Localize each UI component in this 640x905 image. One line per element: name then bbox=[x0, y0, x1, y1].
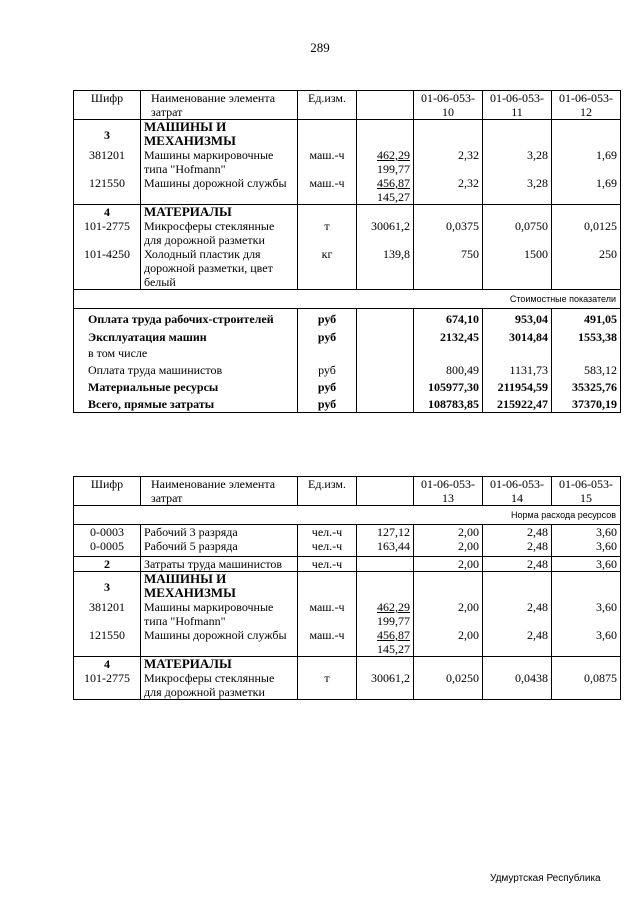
footer-region: Удмуртская Республика bbox=[490, 873, 601, 884]
header-code: Шифр bbox=[74, 477, 141, 506]
cost-row bbox=[74, 326, 621, 344]
row-value-3: 0,0875 bbox=[552, 671, 621, 700]
row-value-1: 0,0250 bbox=[414, 671, 483, 700]
section-code: 4 bbox=[74, 657, 141, 672]
row-value-1: 2,32 bbox=[414, 148, 483, 176]
row-name: Микросферы стеклянные для дорожной разметки bbox=[141, 671, 298, 700]
cost-value-2: 211954,59 bbox=[483, 377, 552, 394]
labor-row bbox=[74, 557, 621, 572]
page-number: 289 bbox=[310, 40, 330, 55]
row-code: 101-4250 bbox=[74, 247, 141, 290]
resource-table-1 bbox=[73, 90, 621, 413]
cost-unit: руб bbox=[298, 309, 357, 327]
row-value-3: 0,0125 bbox=[552, 219, 621, 247]
row-value-2: 3,28 bbox=[483, 148, 552, 176]
row-name: Рабочий 5 разряда bbox=[141, 539, 298, 557]
cost-unit: руб bbox=[298, 377, 357, 394]
cost-value-3: 37370,19 bbox=[552, 394, 621, 413]
table-row bbox=[74, 525, 621, 540]
cost-indicators-row bbox=[74, 290, 621, 309]
cost-indicators-label: Стоимостные показатели bbox=[74, 290, 621, 309]
row-price bbox=[357, 600, 414, 628]
cost-row bbox=[74, 309, 621, 327]
row-value-2: 2,48 bbox=[483, 539, 552, 557]
cost-value-1: 800,49 bbox=[414, 360, 483, 377]
cost-value-2: 215922,47 bbox=[483, 394, 552, 413]
section-title: МАШИНЫ И МЕХАНИЗМЫ bbox=[141, 120, 298, 149]
row-price: 127,12 bbox=[357, 525, 414, 540]
row-unit: чел.-ч bbox=[298, 539, 357, 557]
cost-value-2: 3014,84 bbox=[483, 326, 552, 344]
row-name: Микросферы стеклянные для дорожной разметки bbox=[141, 219, 298, 247]
row-name: Холодный пластик для дорожной разметки, цвет белый bbox=[141, 247, 298, 290]
row-value-1: 2,00 bbox=[414, 539, 483, 557]
cost-name: Материальные ресурсы bbox=[74, 377, 298, 394]
section-title: МАТЕРИАЛЫ bbox=[141, 657, 298, 672]
row-value-2: 0,0438 bbox=[483, 671, 552, 700]
cost-name: Всего, прямые затраты bbox=[74, 394, 298, 413]
section-code: 3 bbox=[74, 120, 141, 149]
row-name: Машины маркировочные типа "Hofmann" bbox=[141, 600, 298, 628]
row-code: 101-2775 bbox=[74, 671, 141, 700]
price-secondary: 145,27 bbox=[377, 642, 410, 656]
table-header bbox=[74, 91, 621, 120]
row-code: 381201 bbox=[74, 600, 141, 628]
norm-row bbox=[74, 506, 621, 525]
cost-name: Оплата труда машинистов bbox=[74, 360, 298, 377]
price-value: 456,87 bbox=[377, 176, 410, 190]
section-row bbox=[74, 120, 621, 149]
row-code: 121550 bbox=[74, 628, 141, 657]
row-value-1: 2,00 bbox=[414, 557, 483, 572]
header-unit: Ед.изм. bbox=[298, 91, 357, 120]
table-row bbox=[74, 176, 621, 205]
price-secondary: 199,77 bbox=[377, 162, 410, 176]
header-col-12: 01-06-053-12 bbox=[552, 91, 621, 120]
row-price bbox=[357, 176, 414, 205]
row-value-3: 3,60 bbox=[552, 525, 621, 540]
row-value-1: 2,00 bbox=[414, 525, 483, 540]
cost-value-3: 1553,38 bbox=[552, 326, 621, 344]
cost-value-3: 491,05 bbox=[552, 309, 621, 327]
row-unit: маш.-ч bbox=[298, 148, 357, 176]
cost-value-2: 1131,73 bbox=[483, 360, 552, 377]
cost-row bbox=[74, 344, 621, 360]
row-price: 163,44 bbox=[357, 539, 414, 557]
cost-value-3: 583,12 bbox=[552, 360, 621, 377]
table-header bbox=[74, 477, 621, 506]
header-col-11: 01-06-053-11 bbox=[483, 91, 552, 120]
cost-name: Эксплуатация машин bbox=[74, 326, 298, 344]
cost-unit: руб bbox=[298, 326, 357, 344]
row-code: 121550 bbox=[74, 176, 141, 205]
cost-value-2: 953,04 bbox=[483, 309, 552, 327]
row-value-2: 2,48 bbox=[483, 628, 552, 657]
row-unit: т bbox=[298, 671, 357, 700]
header-col-10: 01-06-053-10 bbox=[414, 91, 483, 120]
row-name: Машины маркировочные типа "Hofmann" bbox=[141, 148, 298, 176]
row-value-2: 0,0750 bbox=[483, 219, 552, 247]
row-value-1: 2,32 bbox=[414, 176, 483, 205]
header-col-15: 01-06-053-15 bbox=[552, 477, 621, 506]
row-code: 101-2775 bbox=[74, 219, 141, 247]
row-name: Рабочий 3 разряда bbox=[141, 525, 298, 540]
cost-value-3: 35325,76 bbox=[552, 377, 621, 394]
section-title: МАТЕРИАЛЫ bbox=[141, 205, 298, 220]
header-price bbox=[357, 91, 414, 120]
row-value-2: 3,28 bbox=[483, 176, 552, 205]
cost-value-1: 674,10 bbox=[414, 309, 483, 327]
cost-name: в том числе bbox=[74, 344, 298, 360]
price-secondary: 199,77 bbox=[377, 614, 410, 628]
price-value: 462,29 bbox=[377, 148, 410, 162]
resource-table-2 bbox=[73, 476, 621, 700]
row-value-3: 1,69 bbox=[552, 148, 621, 176]
price-value: 462,29 bbox=[377, 600, 410, 614]
cost-row bbox=[74, 377, 621, 394]
table-row bbox=[74, 148, 621, 176]
section-title: МАШИНЫ И МЕХАНИЗМЫ bbox=[141, 572, 298, 601]
header-col-13: 01-06-053-13 bbox=[414, 477, 483, 506]
cost-row bbox=[74, 360, 621, 377]
header-price bbox=[357, 477, 414, 506]
row-price: 30061,2 bbox=[357, 219, 414, 247]
row-name: Затраты труда машинистов bbox=[141, 557, 298, 572]
row-value-3: 3,60 bbox=[552, 539, 621, 557]
section-code: 3 bbox=[74, 572, 141, 601]
row-name: Машины дорожной службы bbox=[141, 176, 298, 205]
cost-value-1: 2132,45 bbox=[414, 326, 483, 344]
table-row bbox=[74, 600, 621, 628]
row-unit: т bbox=[298, 219, 357, 247]
cost-row bbox=[74, 394, 621, 413]
price-value: 456,87 bbox=[377, 628, 410, 642]
row-code: 381201 bbox=[74, 148, 141, 176]
row-value-3: 3,60 bbox=[552, 628, 621, 657]
header-unit: Ед.изм. bbox=[298, 477, 357, 506]
row-unit: чел.-ч bbox=[298, 525, 357, 540]
row-value-2: 1500 bbox=[483, 247, 552, 290]
cost-value-1: 105977,30 bbox=[414, 377, 483, 394]
table-row bbox=[74, 628, 621, 657]
row-unit: кг bbox=[298, 247, 357, 290]
header-col-14: 01-06-053-14 bbox=[483, 477, 552, 506]
row-value-1: 2,00 bbox=[414, 628, 483, 657]
section-row bbox=[74, 572, 621, 601]
row-code: 2 bbox=[74, 557, 141, 572]
cost-name: Оплата труда рабочих-строителей bbox=[74, 309, 298, 327]
row-value-3: 3,60 bbox=[552, 557, 621, 572]
table-row bbox=[74, 247, 621, 290]
section-row bbox=[74, 205, 621, 220]
cost-unit: руб bbox=[298, 360, 357, 377]
row-value-2: 2,48 bbox=[483, 525, 552, 540]
row-name: Машины дорожной службы bbox=[141, 628, 298, 657]
row-price bbox=[357, 628, 414, 657]
row-unit: маш.-ч bbox=[298, 600, 357, 628]
header-code: Шифр bbox=[74, 91, 141, 120]
header-name: Наименование элемента затрат bbox=[141, 477, 298, 506]
header-name: Наименование элемента затрат bbox=[141, 91, 298, 120]
row-price: 139,8 bbox=[357, 247, 414, 290]
row-unit: маш.-ч bbox=[298, 176, 357, 205]
table-row bbox=[74, 671, 621, 700]
cost-value-1: 108783,85 bbox=[414, 394, 483, 413]
row-price bbox=[357, 148, 414, 176]
row-value-3: 3,60 bbox=[552, 600, 621, 628]
row-value-1: 0,0375 bbox=[414, 219, 483, 247]
row-code: 0-0003 bbox=[74, 525, 141, 540]
row-unit: маш.-ч bbox=[298, 628, 357, 657]
section-code: 4 bbox=[74, 205, 141, 220]
cost-unit: руб bbox=[298, 394, 357, 413]
row-value-2: 2,48 bbox=[483, 557, 552, 572]
norm-label: Норма расхода ресурсов bbox=[74, 506, 621, 525]
row-unit: чел.-ч bbox=[298, 557, 357, 572]
row-value-1: 2,00 bbox=[414, 600, 483, 628]
row-price: 30061,2 bbox=[357, 671, 414, 700]
row-code: 0-0005 bbox=[74, 539, 141, 557]
price-secondary: 145,27 bbox=[377, 190, 410, 204]
row-value-3: 1,69 bbox=[552, 176, 621, 205]
row-value-3: 250 bbox=[552, 247, 621, 290]
table-row bbox=[74, 539, 621, 557]
row-value-1: 750 bbox=[414, 247, 483, 290]
table-row bbox=[74, 219, 621, 247]
row-value-2: 2,48 bbox=[483, 600, 552, 628]
section-row bbox=[74, 657, 621, 672]
